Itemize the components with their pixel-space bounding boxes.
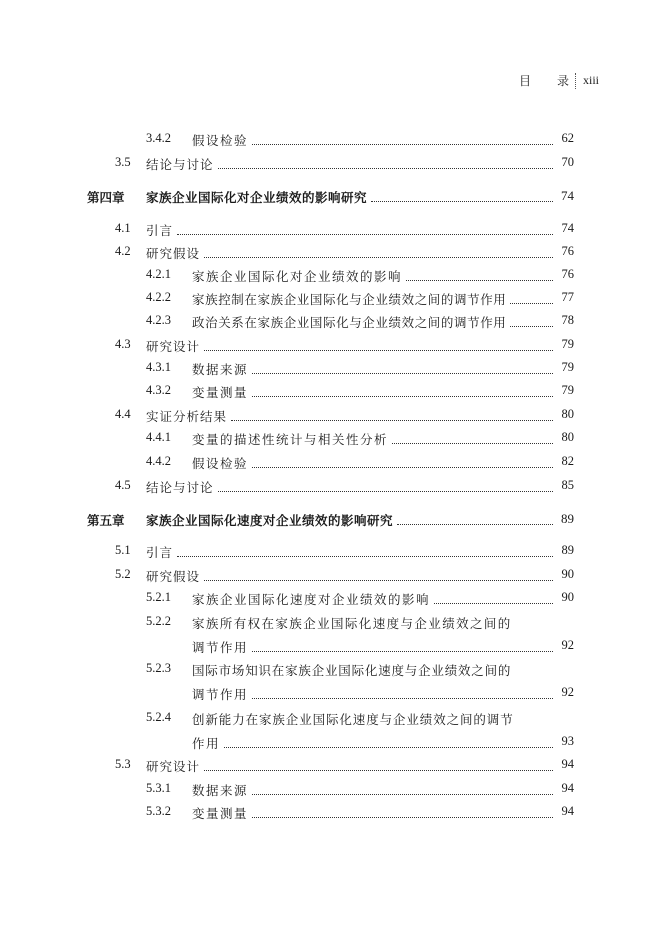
toc-entry-page: 79	[561, 383, 574, 397]
leader-dots	[218, 490, 553, 492]
toc-entry-number: 第五章	[87, 513, 125, 528]
toc-entry-title: 研究假设	[146, 246, 201, 261]
toc-entry[interactable]	[0, 360, 661, 382]
toc-entry-title: 研究设计	[146, 339, 201, 354]
leader-dots	[252, 143, 553, 145]
toc-entry[interactable]	[0, 337, 661, 359]
toc-entry-title: 研究假设	[146, 569, 201, 584]
toc-entry[interactable]	[0, 757, 661, 779]
toc-entry-number: 4.4	[115, 407, 131, 421]
toc-entry-number: 4.2.1	[146, 267, 171, 281]
toc-entry-title: 创新能力在家族企业国际化速度与企业绩效之间的调节	[192, 712, 514, 727]
toc-entry-title: 家族企业国际化对企业绩效的影响研究	[146, 190, 368, 205]
toc-entry[interactable]	[0, 710, 661, 756]
leader-dots	[218, 167, 553, 169]
toc-entry-title: 假设检验	[192, 133, 249, 148]
toc-entry-title: 政治关系在家族企业国际化与企业绩效之间的调节作用	[192, 315, 507, 330]
toc-entry-title: 家族所有权在家族企业国际化速度与企业绩效之间的	[192, 616, 512, 631]
toc-entry-page: 70	[561, 155, 574, 169]
toc-entry-title: 家族企业国际化速度对企业绩效的影响研究	[146, 513, 394, 528]
toc-entry[interactable]	[0, 661, 661, 707]
leader-dots	[204, 349, 553, 351]
toc-entry[interactable]	[0, 567, 661, 589]
toc-entry-page: 80	[561, 430, 574, 444]
toc-entry-number: 5.2.1	[146, 590, 171, 604]
toc-entry[interactable]	[0, 781, 661, 803]
toc-entry-page: 74	[561, 188, 574, 203]
leader-dots	[510, 302, 553, 304]
leader-dots	[252, 395, 553, 397]
leader-dots	[252, 650, 553, 652]
toc-entry-page: 79	[561, 360, 574, 374]
toc-entry-number: 4.3.2	[146, 383, 171, 397]
toc-entry-number: 4.4.2	[146, 454, 171, 468]
toc-entry-number: 5.3.2	[146, 804, 171, 818]
toc-entry-title: 家族企业国际化速度对企业绩效的影响	[192, 592, 431, 607]
toc-entry[interactable]	[0, 290, 661, 312]
toc-entry[interactable]	[0, 155, 661, 177]
toc-entry-page: 76	[561, 267, 574, 281]
toc-entry-title: 假设检验	[192, 456, 249, 471]
toc-entry-title: 国际市场知识在家族企业国际化速度与企业绩效之间的	[192, 663, 512, 678]
toc-entry-page: 94	[561, 757, 574, 771]
leader-dots	[252, 793, 553, 795]
toc-entry-title-continued: 作用	[192, 736, 221, 751]
toc-entry-page: 74	[561, 221, 574, 235]
leader-dots	[177, 233, 553, 235]
toc-entry[interactable]	[0, 804, 661, 826]
toc-chapter-entry[interactable]	[0, 188, 661, 210]
toc-entry-page: 90	[561, 567, 574, 581]
toc-entry-title: 变量测量	[192, 806, 249, 821]
toc-entry-number: 4.3.1	[146, 360, 171, 374]
toc-entry-title: 数据来源	[192, 783, 249, 798]
header-section: 目	[518, 74, 531, 88]
leader-dots	[406, 279, 553, 281]
leader-dots	[252, 466, 553, 468]
leader-dots	[224, 746, 553, 748]
toc-entry-number: 4.2.2	[146, 290, 171, 304]
toc-entry-page: 76	[561, 244, 574, 258]
leader-dots	[204, 579, 553, 581]
toc-entry-title: 家族控制在家族企业国际化与企业绩效之间的调节作用	[192, 292, 507, 307]
toc-entry-page: 94	[561, 781, 574, 795]
toc-entry-title: 结论与讨论	[146, 157, 214, 172]
toc-entry-page: 94	[561, 804, 574, 818]
toc-entry-page: 89	[561, 511, 574, 526]
toc-entry-title: 数据来源	[192, 362, 249, 377]
toc-entry[interactable]	[0, 478, 661, 500]
leader-dots	[434, 602, 553, 604]
toc-entry-title: 变量的描述性统计与相关性分析	[192, 432, 389, 447]
toc-entry-page: 77	[561, 290, 574, 304]
leader-dots	[392, 442, 553, 444]
toc-entry-page: 90	[561, 590, 574, 604]
leader-dots	[510, 325, 553, 327]
toc-entry[interactable]	[0, 383, 661, 405]
toc-entry-number: 5.2	[115, 567, 131, 581]
leader-dots	[231, 419, 553, 421]
toc-entry-number: 4.3	[115, 337, 131, 351]
toc-entry[interactable]	[0, 454, 661, 476]
toc-entry-title-continued: 调节作用	[192, 687, 249, 702]
toc-entry-page: 89	[561, 543, 574, 557]
toc-entry-number: 4.4.1	[146, 430, 171, 444]
toc-entry-title: 变量测量	[192, 385, 249, 400]
toc-entry-number: 5.2.3	[146, 661, 171, 675]
toc-entry-title: 结论与讨论	[146, 480, 214, 495]
toc-entry-number: 4.1	[115, 221, 131, 235]
toc-entry[interactable]	[0, 543, 661, 565]
leader-dots	[252, 372, 553, 374]
toc-entry-page: 62	[561, 131, 574, 145]
toc-chapter-entry[interactable]	[0, 511, 661, 533]
header-page-number: xiii	[582, 73, 599, 87]
toc-entry-page: 79	[561, 337, 574, 351]
toc-entry-page: 92	[561, 638, 574, 652]
toc-entry-number: 5.1	[115, 543, 131, 557]
toc-entry-number: 4.5	[115, 478, 131, 492]
toc-entry-number: 4.2	[115, 244, 131, 258]
leader-dots	[252, 816, 553, 818]
toc-entry-page: 93	[561, 734, 574, 748]
leader-dots	[177, 555, 553, 557]
toc-entry-number: 4.2.3	[146, 313, 171, 327]
toc-entry-title: 引言	[146, 223, 174, 238]
toc-entry[interactable]	[0, 430, 661, 452]
toc-entry-title: 家族企业国际化对企业绩效的影响	[192, 269, 403, 284]
toc-entry-page: 85	[561, 478, 574, 492]
toc-entry-page: 82	[561, 454, 574, 468]
toc-entry-title: 实证分析结果	[146, 409, 228, 424]
toc-entry[interactable]	[0, 590, 661, 612]
toc-entry-number: 第四章	[87, 190, 125, 205]
leader-dots	[204, 256, 553, 258]
leader-dots	[371, 200, 553, 202]
header-separator	[575, 73, 577, 89]
toc-entry[interactable]	[0, 407, 661, 429]
toc-entry[interactable]	[0, 313, 661, 335]
toc-entry-title: 引言	[146, 545, 174, 560]
toc-entry-page: 92	[561, 685, 574, 699]
toc-entry-number: 5.2.4	[146, 710, 171, 724]
toc-entry[interactable]	[0, 131, 661, 153]
toc-entry-number: 5.3	[115, 757, 131, 771]
toc-entry-number: 3.4.2	[146, 131, 171, 145]
toc-entry-page: 80	[561, 407, 574, 421]
toc-entry-number: 3.5	[115, 155, 131, 169]
leader-dots	[204, 769, 553, 771]
toc-entry-page: 78	[561, 313, 574, 327]
toc-entry-title: 研究设计	[146, 759, 201, 774]
toc-entry-number: 5.2.2	[146, 614, 171, 628]
toc-entry[interactable]	[0, 244, 661, 266]
toc-entry[interactable]	[0, 221, 661, 243]
leader-dots	[252, 697, 553, 699]
leader-dots	[397, 523, 553, 525]
toc-entry[interactable]	[0, 267, 661, 289]
toc-entry-number: 5.3.1	[146, 781, 171, 795]
running-header	[519, 72, 599, 89]
toc-entry-title-continued: 调节作用	[192, 640, 249, 655]
toc-entry[interactable]	[0, 614, 661, 660]
header-title: 录	[556, 74, 569, 88]
